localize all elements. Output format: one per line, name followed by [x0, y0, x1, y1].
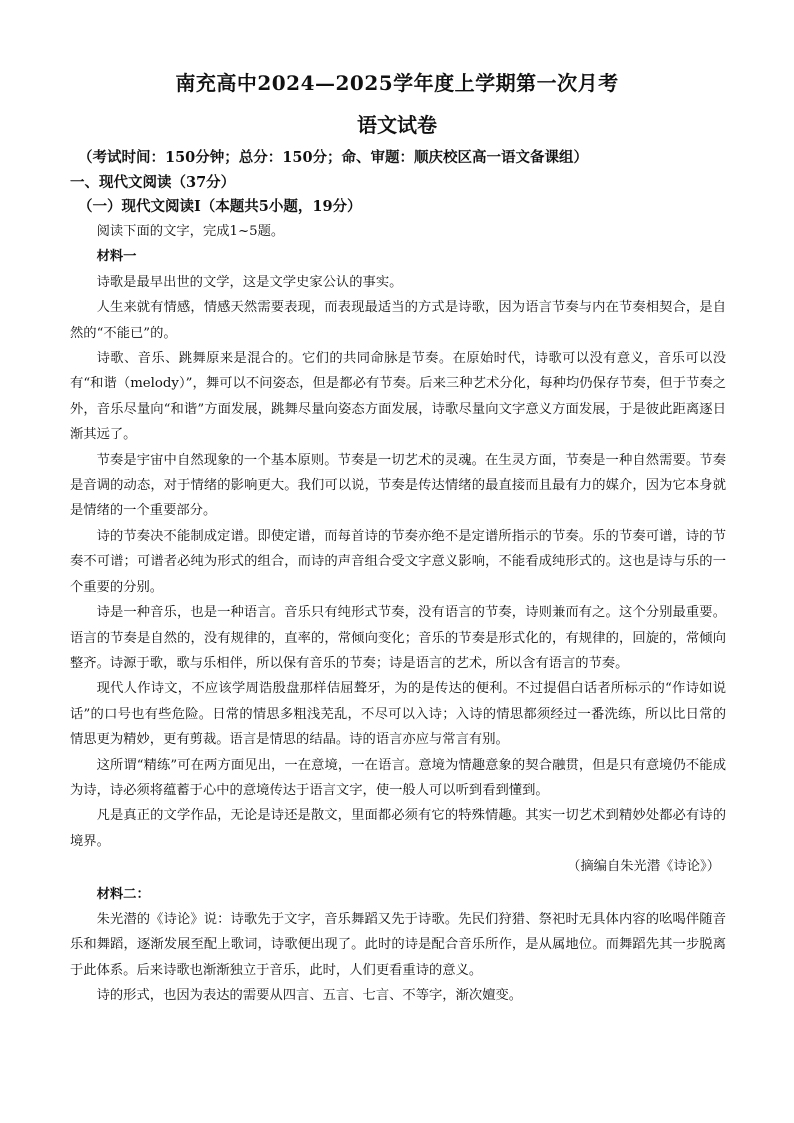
section-heading: 一、现代文阅读（37分） [70, 174, 236, 191]
subsection-heading: （一）现代文阅读Ⅰ（本题共5小题，19分） [78, 198, 362, 215]
exam-info: （考试时间：150分钟；总分：150分；命、审题：顺庆校区高一语文备课组） [78, 149, 589, 166]
passage-paragraph: 诗歌是最早出世的文学，这是文学史家公认的事实。 [96, 274, 403, 290]
passage-paragraph: 诗的形式，也因为表达的需要从四言、五言、七言、不等字，渐次嬗变。 [96, 988, 523, 1004]
passage-paragraph: 凡是真正的文学作品，无论是诗还是散文，里面都必须有它的特殊情趣。其实一切艺术到精妙处都必有诗的境界。 [70, 808, 726, 849]
exam-subtitle: 语文试卷 [357, 113, 437, 137]
reading-passage [70, 219, 726, 1009]
passage-paragraph: 人生来就有情感，情感天然需要表现，而表现最适当的方式是诗歌，因为语言节奏与内在节奏相契合，是自然的“不能已”的。 [70, 300, 726, 341]
passage-paragraph: 诗是一种音乐，也是一种语言。音乐只有纯形式节奏，没有语言的节奏，诗则兼而有之。这个分别最重要。语言的节奏是自然的，没有规律的，直率的，常倾向变化；音乐的节奏是形式化的，有规律的，回旋的，常倾向整齐。诗源于歌，歌与乐相伴，所以保有音乐的节奏；诗是语言的艺术，所以含有语言的节奏。 [70, 605, 726, 671]
passage-paragraph: 节奏是宇宙中自然现象的一个基本原则。节奏是一切艺术的灵魂。在生灵方面，节奏是一种自然需要。节奏是音调的动态，对于情绪的影响更大。我们可以说，节奏是传达情绪的最直接而且最有力的媒介，因为它本身就是情绪的一个重要部分。 [70, 452, 726, 519]
passage-paragraph: 诗的节奏决不能制成定谱。即使定谱，而每首诗的节奏亦绝不是定谱所指示的节奏。乐的节奏可谱，诗的节奏不可谱；可谱者必纯为形式的组合，而诗的声音组合受文字意义影响，不能看成纯形式的。这也是诗与乐的一个重要的分别。 [70, 528, 726, 595]
material-one-label: 材料一 [96, 249, 137, 265]
material-two-label: 材料二： [96, 886, 150, 902]
passage-paragraph: 现代人作诗文，不应该学周诰殷盘那样佶屈聱牙，为的是传达的便利。不过提倡白话者所标示的“作诗如说话”的口号也有些危险。日常的情思多粗浅芜乱，不尽可以入诗；入诗的情思都须经过一番洗练，所以比日常的情思更为精妙，更有剪裁。语言是情思的结晶。诗的语言亦应与常言有别。 [70, 681, 726, 748]
passage-paragraph: 诗歌、音乐、跳舞原来是混合的。它们的共同命脉是节奏。在原始时代，诗歌可以没有意义，音乐可以没有“和谐（melody）”，舞可以不问姿态，但是都必有节奏。后来三种艺术分化，每种均仍保存节奏，但于节奏之外，音乐尽量向“和谐”方面发展，跳舞尽量向姿态方面发展，诗歌尽量向文字意义方面发展，于是彼此距离逐日渐其远了。 [70, 351, 726, 443]
instruction-text: 阅读下面的文字，完成1~5题。 [96, 224, 285, 239]
source-citation: （摘编自朱光潜《诗论》） [567, 859, 720, 875]
passage-paragraph: 朱光潜的《诗论》说：诗歌先于文字，音乐舞蹈又先于诗歌。先民们狩猎、祭祀时无具体内容的吆喝伴随音乐和舞蹈，逐渐发展至配上歌词，诗歌便出现了。此时的诗是配合音乐所作，是从属地位。而舞蹈先其一步脱离于此体系。后来诗歌也渐渐独立于音乐，此时，人们更看重诗的意义。 [70, 911, 726, 978]
exam-title: 南充高中2024—2025学年度上学期第一次月考 [175, 71, 619, 95]
passage-paragraph: 这所谓“精练”可在两方面见出，一在意境，一在语言。意境为情趣意象的契合融贯，但是只有意境仍不能成为诗，诗必须将蕴蓄于心中的意境传达于语言文字，使一般人可以听到看到懂到。 [70, 757, 726, 798]
